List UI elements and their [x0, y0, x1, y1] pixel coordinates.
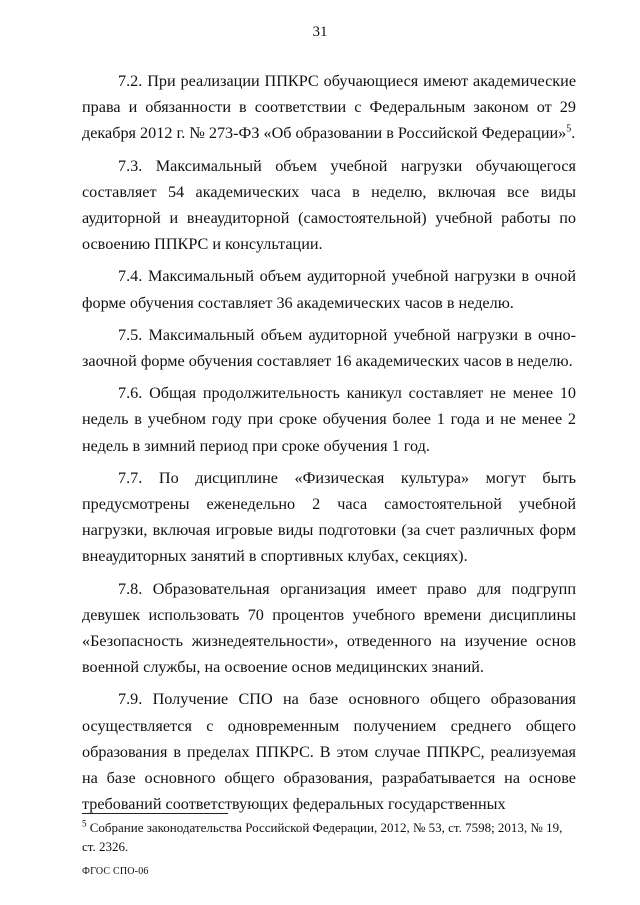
paragraph-7-4: [82, 263, 576, 315]
paragraph-number: 7.7.: [118, 468, 143, 487]
footnote-text: Собрание законодательства Российской Федерации, 2012, № 53, ст. 7598; 2013, № 19, ст. 2326.: [82, 820, 563, 854]
paragraph-text: Максимальный объем учебной нагрузки обучающегося составляет 54 академических часа в неделю, включая все виды аудиторной и внеаудиторной (самостоятельной) учебной работы по освоению ППКРС и консультации.: [82, 156, 577, 254]
footnote-reference[interactable]: 5: [566, 124, 572, 136]
footnote-separator: [82, 813, 228, 814]
paragraph-number: 7.5.: [118, 325, 143, 344]
paragraph-7-2: [82, 68, 576, 147]
document-code: ФГОС СПО-06: [82, 866, 149, 877]
paragraph-text: При реализации ППКРС обучающиеся имеют академические права и обязанности в соответствии с Федеральным законом от 29 декабря 2012 г. № 273-ФЗ «Об образовании в Российской Федерации»: [82, 72, 576, 143]
paragraph-text: По дисциплине «Физическая культура» могут быть предусмотрены еженедельно 2 часа самостоятельной учебной нагрузки, включая игровые виды подготовки (за счет различных форм внеаудиторных занятий в спортивных клубах, секциях).: [82, 468, 576, 566]
footnote: [82, 818, 576, 856]
paragraph-text: Максимальный объем аудиторной учебной нагрузки в очно-заочной форме обучения составляет 16 академических часов в неделю.: [82, 325, 577, 371]
paragraph-number: 7.6.: [118, 384, 143, 403]
paragraph-tail: .: [571, 124, 576, 143]
paragraph-7-6: [82, 380, 576, 459]
paragraph-text: Максимальный объем аудиторной учебной нагрузки в очной форме обучения составляет 36 академических часов в неделю.: [82, 267, 577, 312]
footnote-mark: 5: [82, 818, 87, 829]
document-body: [82, 68, 576, 823]
paragraph-7-3: [82, 153, 576, 258]
paragraph-7-8: [82, 576, 576, 681]
paragraph-text: Получение СПО на базе основного общего образования осуществляется с одновременным получением среднего общего образования в пределах ППКРС. В этом случае ППКРС, реализуемая на базе основного общего образования, разрабатывается на основе требований соответствующих федеральных государственных: [82, 690, 577, 814]
paragraph-number: 7.2.: [118, 72, 143, 90]
paragraph-number: 7.8.: [118, 579, 143, 598]
paragraph-7-7: [82, 465, 576, 570]
page-number: 31: [312, 24, 328, 40]
paragraph-number: 7.4.: [118, 267, 143, 286]
paragraph-number: 7.9.: [118, 690, 143, 709]
paragraph-number: 7.3.: [118, 156, 143, 175]
paragraph-text: Образовательная организация имеет право для подгрупп девушек использовать 70 процентов учебного времени дисциплины «Безопасность жизнедеятельности», отведенного на изучение основ военной службы, на освоение основ медицинских знаний.: [82, 579, 576, 677]
paragraph-text: Общая продолжительность каникул составляет не менее 10 недель в учебном году при сроке обучения более 1 года и не менее 2 недель в зимний период при сроке обучения 1 год.: [82, 384, 577, 455]
paragraph-7-5: [82, 322, 576, 374]
paragraph-7-9: [82, 686, 576, 817]
